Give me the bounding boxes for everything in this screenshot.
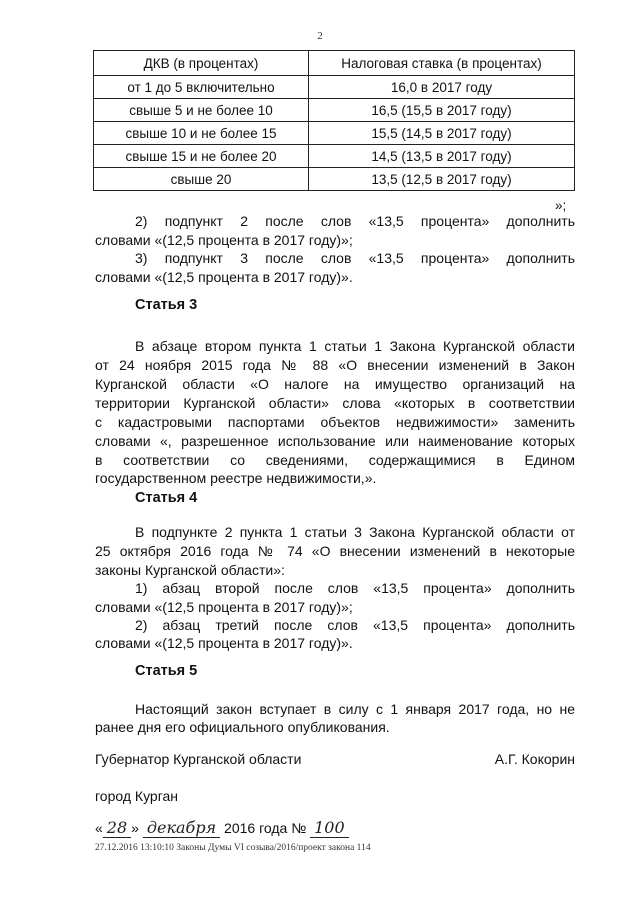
date-year-text: 2016 года № bbox=[224, 820, 307, 836]
table-closing-quote: »; bbox=[555, 198, 567, 213]
article-4-line: 1) абзац второй после слов «13,5 процента» дополнить bbox=[135, 580, 575, 596]
article-3-line: от 24 ноября 2015 года № 88 «О внесении изменений в Закон bbox=[95, 357, 575, 373]
table-cell: 16,0 в 2017 году bbox=[309, 76, 575, 99]
table-row bbox=[94, 76, 575, 99]
article-3-line: с кадастровыми паспортами объектов недвижимости» заменить bbox=[95, 414, 575, 430]
table-row bbox=[94, 145, 575, 168]
article-4-line: 2) абзац третий после слов «13,5 процента» дополнить bbox=[135, 617, 575, 633]
column-header: ДКВ (в процентах) bbox=[94, 51, 309, 76]
article-4-line: словами «(12,5 процента в 2017 году)». bbox=[95, 635, 353, 651]
article-5-line: ранее дня его официального опубликования. bbox=[95, 719, 390, 735]
table-cell: 14,5 (13,5 в 2017 году) bbox=[309, 145, 575, 168]
table-row bbox=[94, 122, 575, 145]
amendment-line: словами «(12,5 процента в 2017 году)»; bbox=[95, 232, 353, 248]
article-3-line: словами «, разрешенное использование или наименование которых bbox=[95, 433, 575, 449]
table-cell: 13,5 (12,5 в 2017 году) bbox=[309, 168, 575, 191]
tax-rate-table bbox=[93, 50, 575, 191]
amendment-line: 2) подпункт 2 после слов «13,5 процента» дополнить bbox=[135, 213, 575, 229]
city-name: город Курган bbox=[95, 788, 179, 804]
article-4-heading: Статья 4 bbox=[135, 490, 198, 506]
handwritten-day: 28 bbox=[103, 818, 131, 838]
article-4-line: законы Курганской области»: bbox=[95, 562, 285, 578]
article-3-line: в соответствии со сведениями, содержащимися в Едином bbox=[95, 452, 575, 468]
amendment-line: 3) подпункт 3 после слов «13,5 процента» дополнить bbox=[135, 250, 575, 266]
table-cell: свыше 5 и не более 10 bbox=[94, 99, 309, 122]
article-3-heading: Статья 3 bbox=[135, 297, 198, 313]
signatory-title: Губернатор Курганской области bbox=[95, 751, 302, 767]
table-cell: свыше 15 и не более 20 bbox=[94, 145, 309, 168]
handwritten-law-number: 100 bbox=[310, 818, 349, 838]
handwritten-month: декабря bbox=[143, 818, 220, 838]
date-line bbox=[95, 818, 349, 837]
article-3-line: В абзаце втором пункта 1 статьи 1 Закона Курганской области bbox=[135, 338, 575, 354]
table-cell: свыше 10 и не более 15 bbox=[94, 122, 309, 145]
table-cell: 15,5 (14,5 в 2017 году) bbox=[309, 122, 575, 145]
page-number: 2 bbox=[317, 30, 323, 42]
article-5-line: Настоящий закон вступает в силу с 1 января 2017 года, но не bbox=[135, 701, 575, 717]
table-cell: 16,5 (15,5 в 2017 году) bbox=[309, 99, 575, 122]
article-5-heading: Статья 5 bbox=[135, 663, 198, 679]
close-quote: » bbox=[131, 820, 139, 836]
article-3-line: территории Курганской области» слова «которых в соответствии bbox=[95, 395, 575, 411]
signatory-name: А.Г. Кокорин bbox=[494, 751, 575, 767]
article-4-line: В подпункте 2 пункта 1 статьи 3 Закона Курганской области от bbox=[135, 524, 575, 540]
table-header-row bbox=[94, 51, 575, 76]
article-4-line: 25 октября 2016 года № 74 «О внесении изменений в некоторые bbox=[95, 543, 575, 559]
table-row bbox=[94, 99, 575, 122]
column-header: Налоговая ставка (в процентах) bbox=[309, 51, 575, 76]
table-row bbox=[94, 168, 575, 191]
article-3-line: Курганской области «О налоге на имущество организаций на bbox=[95, 376, 575, 392]
amendment-line: словами «(12,5 процента в 2017 году)». bbox=[95, 269, 353, 285]
article-4-line: словами «(12,5 процента в 2017 году)»; bbox=[95, 599, 353, 615]
open-quote: « bbox=[95, 820, 103, 836]
table-cell: от 1 до 5 включительно bbox=[94, 76, 309, 99]
table-cell: свыше 20 bbox=[94, 168, 309, 191]
footer-file-path: 27.12.2016 13:10:10 Законы Думы VI созыва/2016/проект закона 114 bbox=[95, 843, 371, 853]
article-3-line: государственном реестре недвижимости,». bbox=[95, 470, 377, 486]
